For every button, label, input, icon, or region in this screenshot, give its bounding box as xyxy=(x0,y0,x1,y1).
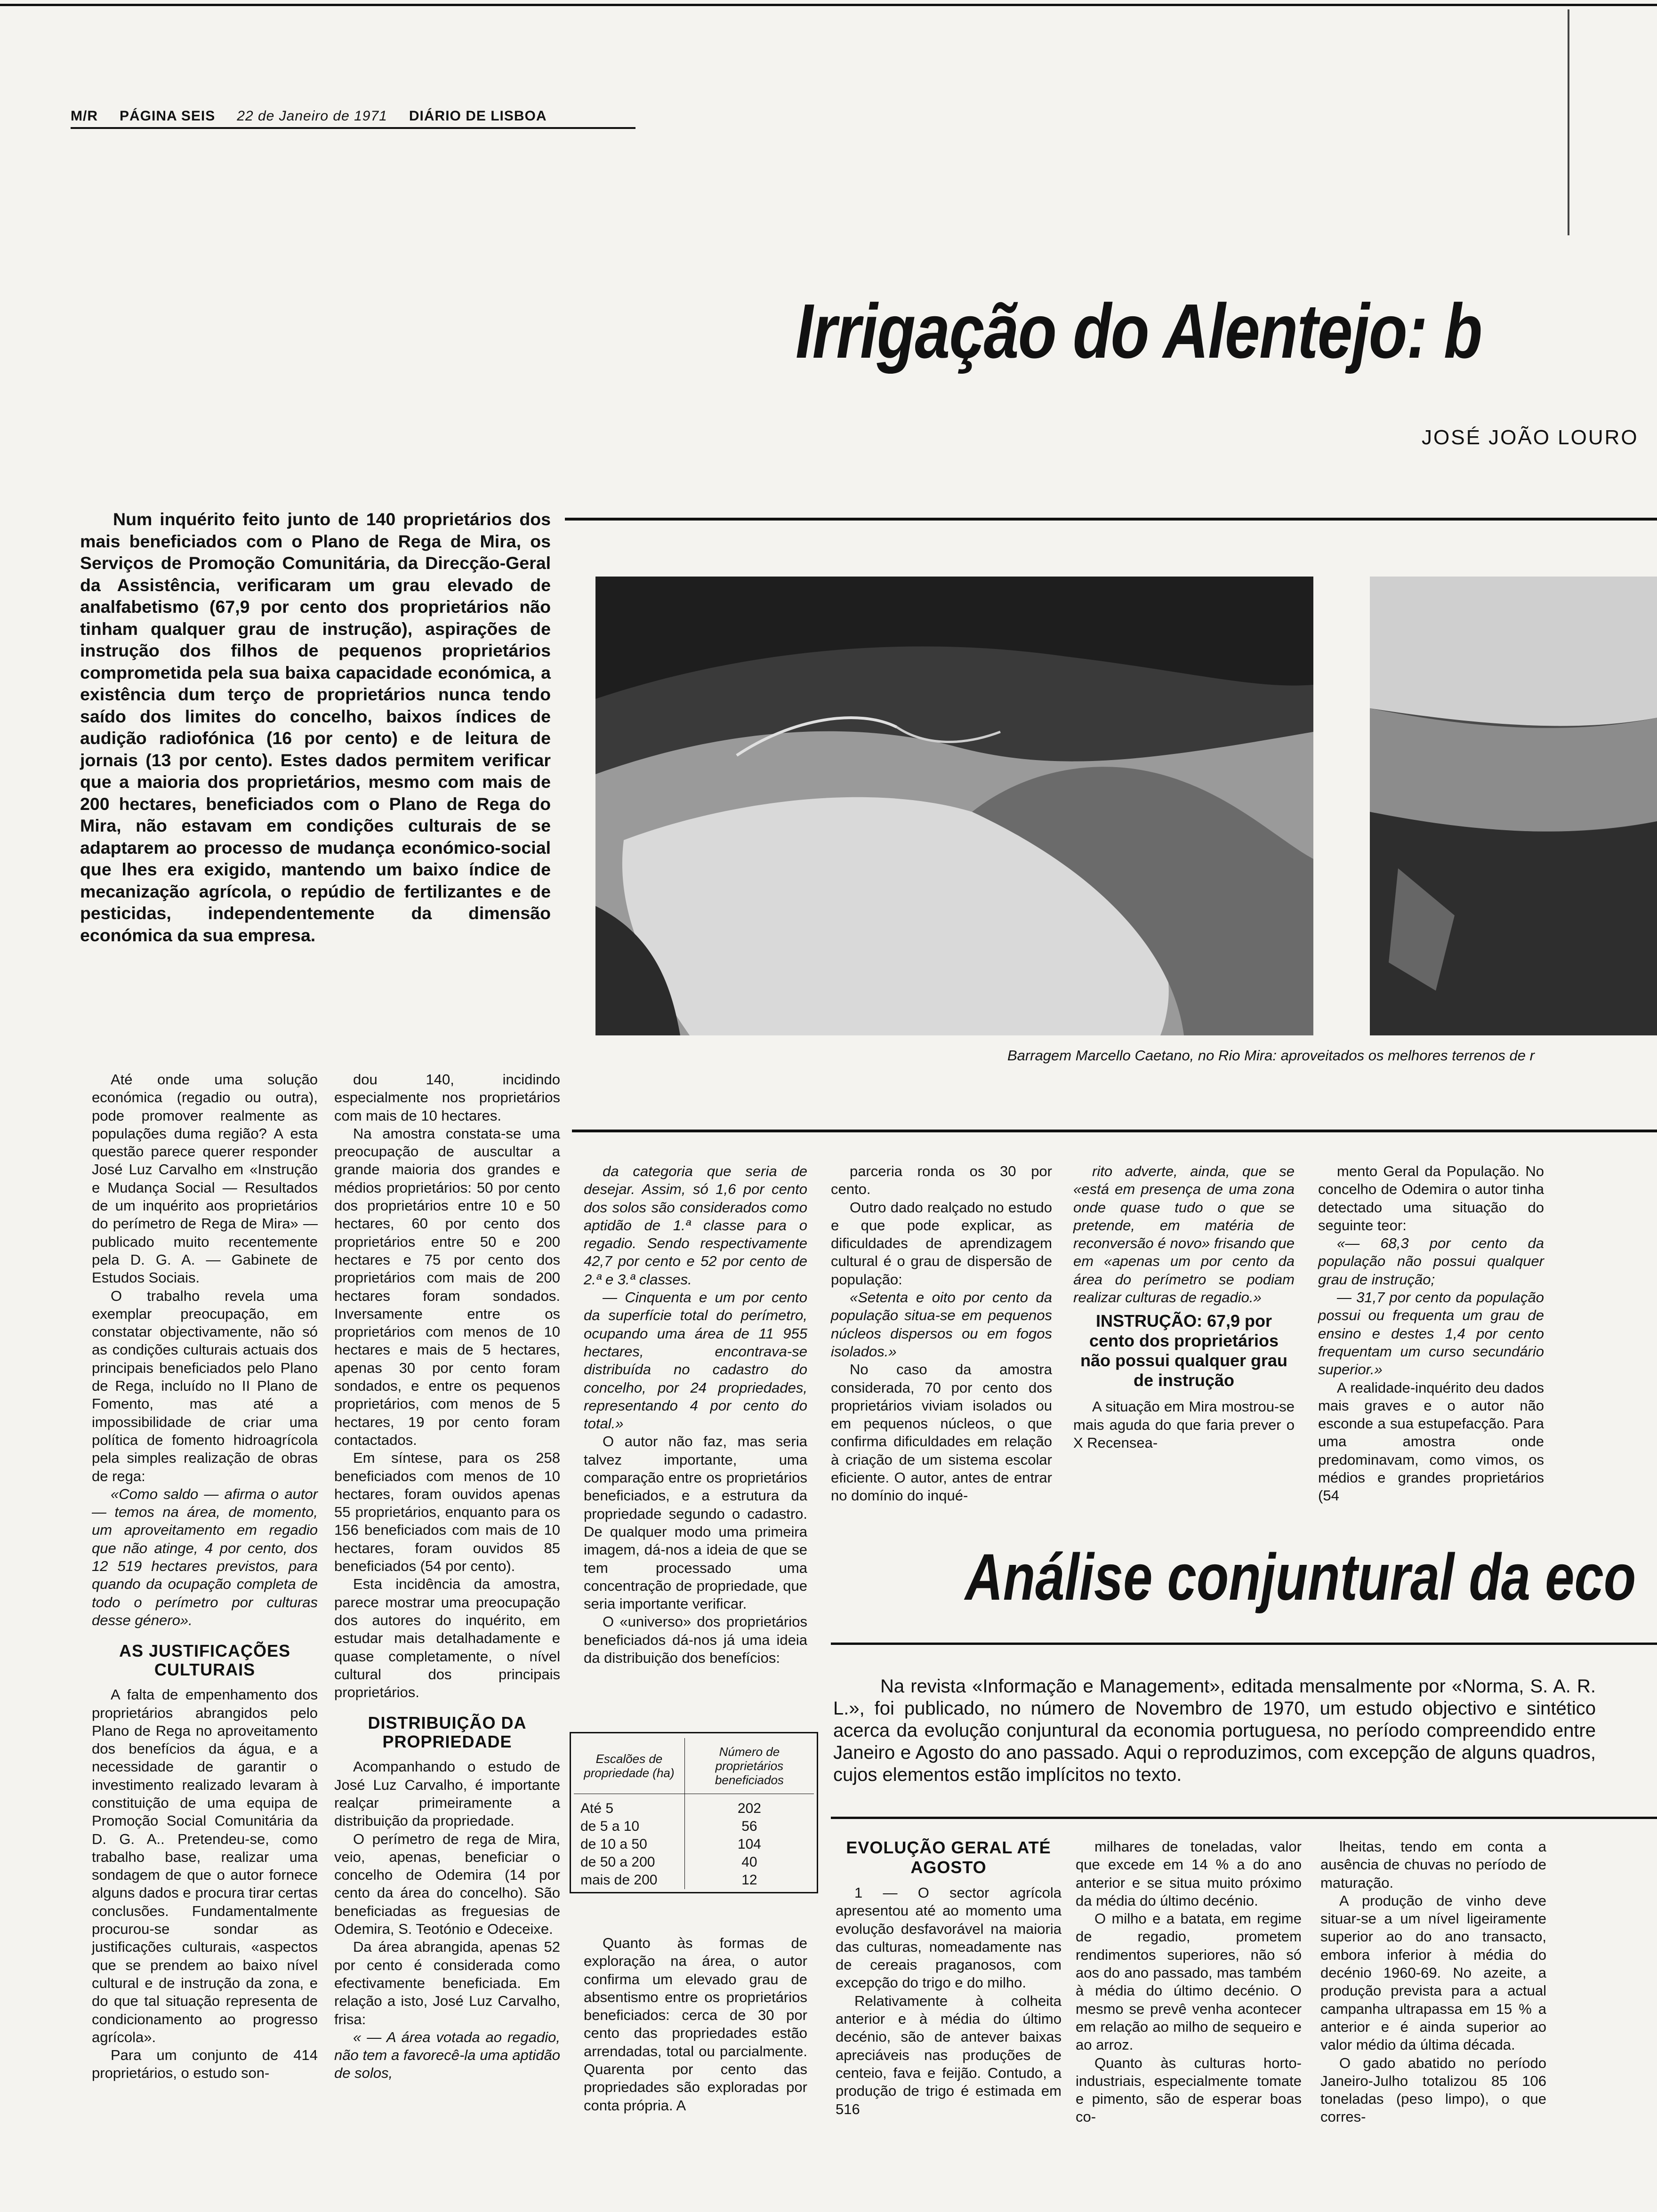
headline: Irrigação do Alentejo: b xyxy=(796,288,1482,374)
col4-paragraph-2: Outro dado realçado no estudo e que pode explicar, as dificuldades de aprendizagem cultural é o grau de dispersão de população: xyxy=(831,1199,1052,1288)
col9-paragraph-2: A produção de vinho deve situar-se a um nível ligeiramente superior ao do ano transacto, embora inferior à média do decénio 1960-69. No azeite, a produção prevista para a actual campanha ultrapassa em 15 % a anterior e é ainda superior ao valor médio da última década. xyxy=(1320,1892,1546,2053)
column-3-bottom xyxy=(584,1934,807,2115)
col9-paragraph-1: lheitas, tendo em conta a ausência de chuvas no período de maturação. xyxy=(1320,1838,1546,1891)
photo-caption: Barragem Marcello Caetano, no Rio Mira: aproveitados os melhores terrenos de r xyxy=(1007,1047,1535,1064)
byline: JOSÉ JOÃO LOURO xyxy=(1422,426,1639,449)
col6-paragraph-4: A realidade-inquérito deu dados mais graves e o autor não esconde a sua estupefacção. Para uma amostra onde predominavam, como vimos, os médios e grandes proprietários (54 xyxy=(1318,1379,1544,1504)
table-row xyxy=(574,1818,814,1835)
col3-paragraph-4: O «universo» dos proprietários beneficiados dá-nos já uma ideia da distribuição dos benefícios: xyxy=(584,1613,807,1667)
table-header-count: Número de proprietários beneficiados xyxy=(684,1738,814,1794)
col1-paragraph-1: Até onde uma solução económica (regadio ou outra), pode promover realmente as populações duma região? A esta questão parece querer responder José Luz Carvalho em «Instrução e Mudança Social — Resultados de um inquérito aos proprietários do perímetro de Rega de Mira» — publicado muito recentemente pela D. G. A. — Gabinete de Estudos Sociais. xyxy=(92,1071,318,1286)
header-page: PÁGINA SEIS xyxy=(120,108,216,124)
col1-paragraph-5: Para um conjunto de 414 proprietários, o estudo son- xyxy=(92,2047,318,2082)
header-paper: DIÁRIO DE LISBOA xyxy=(409,108,547,124)
table-cell-count: 12 xyxy=(741,1872,757,1888)
col3-quote-1: da categoria que seria de desejar. Assim, só 1,6 por cento dos solos são considerados como aptidão de 1.ª classe para o regadio. Sendo respectivamente 42,7 por cento e 52 por cento de 2.ª e 3.ª classes. xyxy=(584,1163,807,1288)
column-5 xyxy=(1073,1162,1295,1452)
col4-paragraph-4: No caso da amostra considerada, 70 por cento dos proprietários viviam isolados ou em pequenos núcleos, o que confirma dificuldades em relação à criação de um sistema escolar eficiente. O autor, antes de entrar no domínio do inqué- xyxy=(831,1361,1052,1504)
dam-photo xyxy=(595,577,1313,1035)
col8-paragraph-2: O milho e a batata, em regime de regadio, prometem rendimentos superiores, não só aos do ano passado, mas também à média do último decénio. O mesmo se prevê venha acontecer em relação ao milho de sequeiro e ao arroz. xyxy=(1076,1910,1302,2053)
col7-subheading: EVOLUÇÃO GERAL ATÉ AGOSTO xyxy=(846,1838,1051,1877)
intro-rule xyxy=(831,1817,1657,1819)
col6-quote-2: — 31,7 por cento da população possui ou frequenta um grau de ensino e destes 1,4 por cento frequentam um curso secundário superior.» xyxy=(1318,1289,1544,1378)
table-row xyxy=(574,1835,814,1853)
second-intro: Na revista «Informação e Management», editada mensalmente por «Norma, S. A. R. L.», foi publicado, no número de Novembro de 1970, um estudo objectivo e sintético acerca da evolução conjuntural da economia portuguesa, no período compreendido entre Janeiro e Agosto do ano passado. Aqui o reproduzimos, com excepção de alguns quadros, cujos elementos estão implícitos no texto. xyxy=(833,1676,1596,1785)
reservoir-image xyxy=(1370,577,1657,1035)
table-row xyxy=(574,1853,814,1871)
col3-paragraph-5: Quanto às formas de exploração na área, o autor confirma um elevado grau de absentismo entre os proprietários beneficiados: cerca de 30 por cento das propriedades estão arrendadas, total ou parcialmente. Quarenta por cento das propriedades são exploradas por conta própria. A xyxy=(584,1935,807,2114)
col8-paragraph-1: milhares de toneladas, valor que excede em 14 % a do ano anterior e se situa muito próximo da média do último decénio. xyxy=(1076,1838,1302,1909)
col2-subheading: DISTRIBUIÇÃO DA PROPRIEDADE xyxy=(368,1713,527,1752)
table-row xyxy=(574,1794,814,1818)
table-cell-bracket: de 50 a 200 xyxy=(574,1853,684,1871)
col7-paragraph-1: 1 — O sector agrícola apresentou até ao momento uma evolução desfavorável na maioria das culturas, nomeadamente nas de cereais praganosos, com excepção do trigo e do milho. xyxy=(836,1884,1062,1991)
caption-rule xyxy=(572,1130,1657,1132)
col5-quote: rito adverte, ainda, que se «está em presença de uma zona onde quase tudo o que se pretende, em matéria de reconversão é novo» frisando que em «apenas um por cento da área do perímetro se podiam realizar culturas de regadio.» xyxy=(1073,1163,1295,1306)
second-headline-rule xyxy=(831,1643,1657,1645)
col6-paragraph-1: mento Geral da População. No concelho de Odemira o autor tinha detectado uma situação do seguinte teor: xyxy=(1318,1163,1544,1234)
column-7 xyxy=(836,1838,1062,2118)
pull-quote: INSTRUÇÃO: 67,9 por cento dos proprietários não possui qualquer grau de instrução xyxy=(1080,1311,1288,1390)
headline-rule xyxy=(565,518,1657,521)
table-cell-bracket: Até 5 xyxy=(574,1794,684,1818)
right-edge-rule xyxy=(1568,9,1569,235)
col5-paragraph-2: A situação em Mira mostrou-se mais aguda do que faria prever o X Recensea- xyxy=(1073,1398,1295,1451)
column-1 xyxy=(92,1071,318,2083)
col6-quote-1: «— 68,3 por cento da população não possui qualquer grau de instrução; xyxy=(1318,1235,1544,1288)
col1-paragraph-4: A falta de empenhamento dos proprietários abrangidos pelo Plano de Rega no aproveitamento dos benefícios da água, e a necessidade de garantir o investimento realizado levaram à constituição de uma equipa de Promoção Social Comunitária da D. G. A.. Pretendeu-se, como trabalho base, realizar uma sondagem de que o autor fornece alguns dados e procura tirar certas conclusões. Fundamentalmente procurou-se sondar as justificações culturais, «aspectos que se prendem ao baixo nível cultural e de instrução da zona, e do que tal situação representa de condicionamento ao progresso agrícola». xyxy=(92,1686,318,2045)
col2-paragraph-1: dou 140, incidindo especialmente nos proprietários com mais de 10 hectares. xyxy=(334,1071,560,1124)
column-2 xyxy=(334,1071,560,2083)
col2-paragraph-4: Esta incidência da amostra, parece mostrar uma preocupação dos autores do inquérito, em estudar mais detalhadamente e quase completamente, o nível cultural dos principais proprietários. xyxy=(334,1576,560,1701)
table-cell-count: 104 xyxy=(737,1836,761,1852)
col2-paragraph-6: O perímetro de rega de Mira, veio, apenas, beneficiar o concelho de Odemira (14 por cento da área do concelho). São beneficiadas as freguesias de Odemira, S. Teotónio e Odeceixe. xyxy=(334,1830,560,1938)
col1-paragraph-2: O trabalho revela uma exemplar preocupação, em constatar objectivamente, não só as condições culturais actuais dos principais beneficiados pelo Plano de Rega, incluído no II Plano de Fomento, mas até a impossibilidade de criar uma política de fomento hidroagrícola pela simples realização de obras de rega: xyxy=(92,1287,318,1484)
header-rule xyxy=(71,127,635,129)
col2-paragraph-7: Da área abrangida, apenas 52 por cento é considerada como efectivamente beneficiada. Em relação a isto, José Luz Carvalho, frisa: xyxy=(334,1939,560,2028)
column-9 xyxy=(1320,1838,1546,2126)
col9-paragraph-3: O gado abatido no período Janeiro-Julho totalizou 85 106 toneladas (peso limpo), o que corres- xyxy=(1320,2054,1546,2125)
col3-paragraph-3: O autor não faz, mas seria talvez importante, uma comparação entre os proprietários beneficiados, e a estrutura da propriedade segundo o cadastro. De qualquer modo uma primeira imagem, dá-nos a ideia de que se tem processado uma concentração de propriedade, que seria importante verificar. xyxy=(584,1433,807,1612)
reservoir-photo xyxy=(1370,577,1657,1035)
col2-paragraph-2: Na amostra constata-se uma preocupação de auscultar a grande maioria dos grandes e médios proprietários: 50 por cento dos proprietários entre 10 e 50 hectares, 60 por cento dos proprietários entre 50 e 200 hectares e 75 por cento dos proprietários com mais de 200 hectares foram sondados. Inversamente entre os proprietários com menos de 10 hectares e mais de 5 hectares, apenas 30 por cento foram sondados, e entre os pequenos proprietários, com menos de 5 hectares, 19 por cento foram contactados. xyxy=(334,1125,560,1448)
col3-quote-2: — Cinquenta e um por cento da superfície total do perímetro, ocupando uma área de 11 955 hectares, encontrava-se distribuída no cadastro do concelho, por 24 propriedades, representando 4 por cento do total.» xyxy=(584,1289,807,1432)
table-cell-bracket: de 10 a 50 xyxy=(574,1835,684,1853)
table-cell-count: 56 xyxy=(741,1819,757,1834)
table-cell-bracket: de 5 a 10 xyxy=(574,1818,684,1835)
table-cell-count: 202 xyxy=(737,1801,761,1816)
table-header-brackets: Escalões de propriedade (ha) xyxy=(574,1738,684,1794)
col7-paragraph-2: Relativamente à colheita anterior e à média do último decénio, são de antever baixas apreciáveis nas produções de centeio, fava e feijão. Contudo, a produção de trigo é estimada em 516 xyxy=(836,1992,1062,2117)
col1-subheading: AS JUSTIFICAÇÕES CULTURAIS xyxy=(119,1641,291,1680)
lead-paragraph: Num inquérito feito junto de 140 proprietários dos mais beneficiados com o Plano de Rega de Mira, os Serviços de Promoção Comunitária, da Direcção-Geral da Assistência, verificaram um grau elevado de analfabetismo (67,9 por cento dos proprietários não tinham qualquer grau de instrução), aspirações de instrução dos filhos de pequenos proprietários comprometida pela sua baixa capacidade económica, a existência dum terço de proprietários nunca tendo saído dos limites do concelho, baixos índices de audição radiofónica (16 por cento) e de leitura de jornais (13 por cento). Estes dados permitem verificar que a maioria dos proprietários, mesmo com mais de 200 hectares, beneficiados com o Plano de Rega do Mira, não estavam em condições culturais de se adaptarem ao processo de mudança económico-social que lhes era exigido, mantendo um baixo índice de mecanização agrícola, o repúdio de fertilizantes e de pesticidas, independentemente da dimensão económica da sua empresa. xyxy=(80,509,551,945)
col2-paragraph-3: Em síntese, para os 258 beneficiados com menos de 10 hectares, foram ouvidos apenas 55 proprietários, enquanto para os 156 beneficiados com mais de 10 hectares, foram ouvidos 85 beneficiados (54 por cento). xyxy=(334,1450,560,1575)
col2-paragraph-5: Acompanhando o estudo de José Luz Carvalho, é importante realçar primeiramente a distribuição da propriedade. xyxy=(334,1758,560,1829)
col2-quote: « — A área votada ao regadio, não tem a favorecê-la uma aptidão de solos, xyxy=(334,2028,560,2082)
header-code: M/R xyxy=(71,108,98,124)
col8-paragraph-3: Quanto às culturas horto-industriais, especialmente tomate e pimento, são de esperar boas co- xyxy=(1076,2054,1302,2125)
column-4 xyxy=(831,1162,1052,1505)
col4-quote: «Setenta e oito por cento da população situa-se em pequenos núcleos dispersos ou em fogos isolados.» xyxy=(831,1289,1052,1360)
col1-quote: «Como saldo — afirma o autor — temos na área, de momento, um aproveitamento em regadio que não atinge, 4 por cento, dos 12 519 hectares previstos, para quando da ocupação completa de todo o perímetro por culturas desse género». xyxy=(92,1485,318,1628)
second-headline: Análise conjuntural da eco xyxy=(965,1540,1636,1614)
column-8 xyxy=(1076,1838,1302,2126)
column-3 xyxy=(584,1162,807,1667)
column-6 xyxy=(1318,1162,1544,1505)
col4-paragraph-1: parceria ronda os 30 por cento. xyxy=(831,1163,1052,1198)
table-row xyxy=(574,1871,814,1889)
table-cell-bracket: mais de 200 xyxy=(574,1871,684,1889)
top-border xyxy=(0,4,1657,6)
dam-landscape-image xyxy=(595,577,1313,1035)
table-cell-count: 40 xyxy=(741,1854,757,1870)
header-date: 22 de Janeiro de 1971 xyxy=(237,108,387,124)
beneficiaries-table xyxy=(570,1732,818,1893)
page-header xyxy=(71,108,635,127)
